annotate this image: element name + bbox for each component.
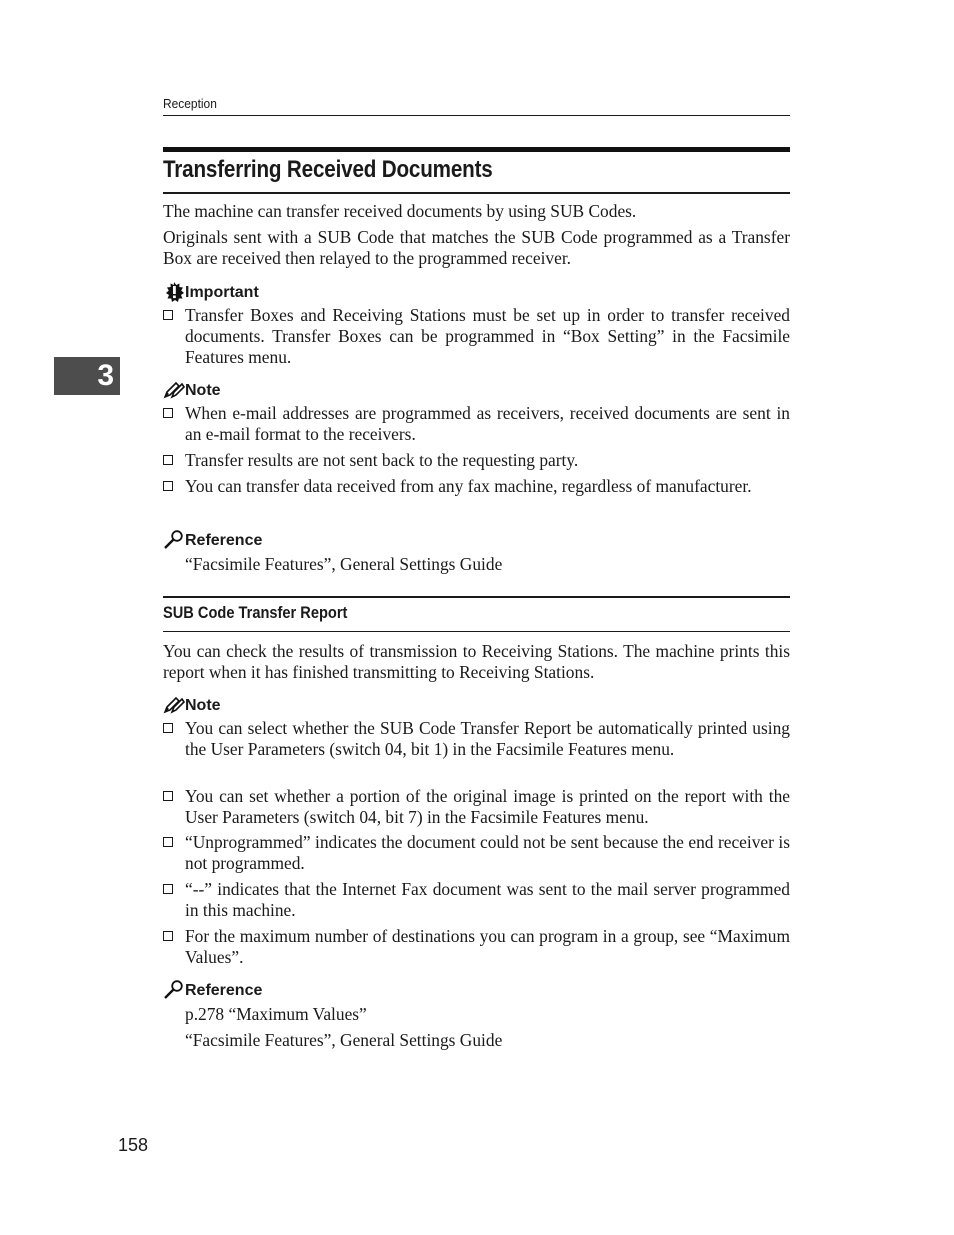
note-label: Note [185,382,221,399]
list-item-text: Transfer results are not sent back to the requesting party. [185,450,579,470]
subsection-title: SUB Code Transfer Report [163,603,348,622]
list-item [163,879,790,921]
chapter-number: 3 [97,359,114,392]
list-item [163,476,790,497]
list-item-text: “--” indicates that the Internet Fax document was sent to the mail server programmed in this machine. [185,879,790,920]
list-item-text: You can transfer data received from any fax machine, regardless of manufacturer. [185,476,752,496]
checkbox-bullet-icon [163,723,173,733]
section-top-rule [163,147,790,152]
checkbox-bullet-icon [163,481,173,491]
list-item-text: For the maximum number of destinations you can program in a group, see “Maximum Values”. [185,926,790,967]
list-item [163,305,790,368]
checkbox-bullet-icon [163,310,173,320]
reference-heading [163,530,262,550]
list-item-text: Transfer Boxes and Receiving Stations must be set up in order to transfer received documents. Transfer Boxes can be programmed in “Box Setting” in the Facsimile Features menu. [185,305,790,367]
list-item [163,450,790,471]
checkbox-bullet-icon [163,408,173,418]
subsection-bottom-rule [163,631,790,632]
reference-heading [163,980,262,1000]
subsection-top-rule [163,596,790,598]
intro-paragraph: You can check the results of transmission to Receiving Stations. The machine prints this report when it has finished transmitting to Receiving Stations. [163,641,790,682]
list-item [163,403,790,445]
checkbox-bullet-icon [163,884,173,894]
intro-paragraph: Originals sent with a SUB Code that matches the SUB Code programmed as a Transfer Box are received then relayed to the programmed receiver. [163,227,790,268]
note-heading [163,380,221,400]
intro-paragraph: The machine can transfer received documents by using SUB Codes. [163,201,637,221]
reference-label: Reference [185,982,263,999]
header-rule [163,115,790,116]
pencil-note-icon [163,380,185,400]
magnifier-reference-icon [163,980,185,1000]
list-item-text: When e-mail addresses are programmed as receivers, received documents are sent in an e-mail format to the receivers. [185,403,790,444]
reference-entry: “Facsimile Features”, General Settings Guide [185,554,503,574]
pencil-note-icon [163,695,185,715]
list-item-text: You can select whether the SUB Code Transfer Report be automatically printed using the User Parameters (switch 04, bit 1) in the Facsimile Features menu. [185,718,790,759]
list-item [163,832,790,874]
magnifier-reference-icon [163,530,185,550]
reference-label: Reference [185,532,263,549]
list-item [163,926,790,968]
list-item [163,786,790,828]
note-label: Note [185,697,221,714]
list-item [163,718,790,760]
checkbox-bullet-icon [163,791,173,801]
chapter-tab [54,357,120,395]
checkbox-bullet-icon [163,837,173,847]
list-item-text: You can set whether a portion of the original image is printed on the report with the User Parameters (switch 04, bit 7) in the Facsimile Features menu. [185,786,790,827]
note-heading [163,695,221,715]
important-heading [163,282,259,302]
section-title-rule [163,192,790,194]
list-item-text: “Unprogrammed” indicates the document could not be sent because the end receiver is not programmed. [185,832,790,873]
reference-link[interactable]: p.278 “Maximum Values” [185,1004,367,1024]
important-icon [163,282,185,302]
reference-entry: “Facsimile Features”, General Settings Guide [185,1030,503,1050]
important-label: Important [185,284,259,301]
checkbox-bullet-icon [163,455,173,465]
page-number: 158 [118,1135,149,1155]
section-title: Transferring Received Documents [163,156,493,183]
running-head: Reception [163,96,217,111]
checkbox-bullet-icon [163,931,173,941]
